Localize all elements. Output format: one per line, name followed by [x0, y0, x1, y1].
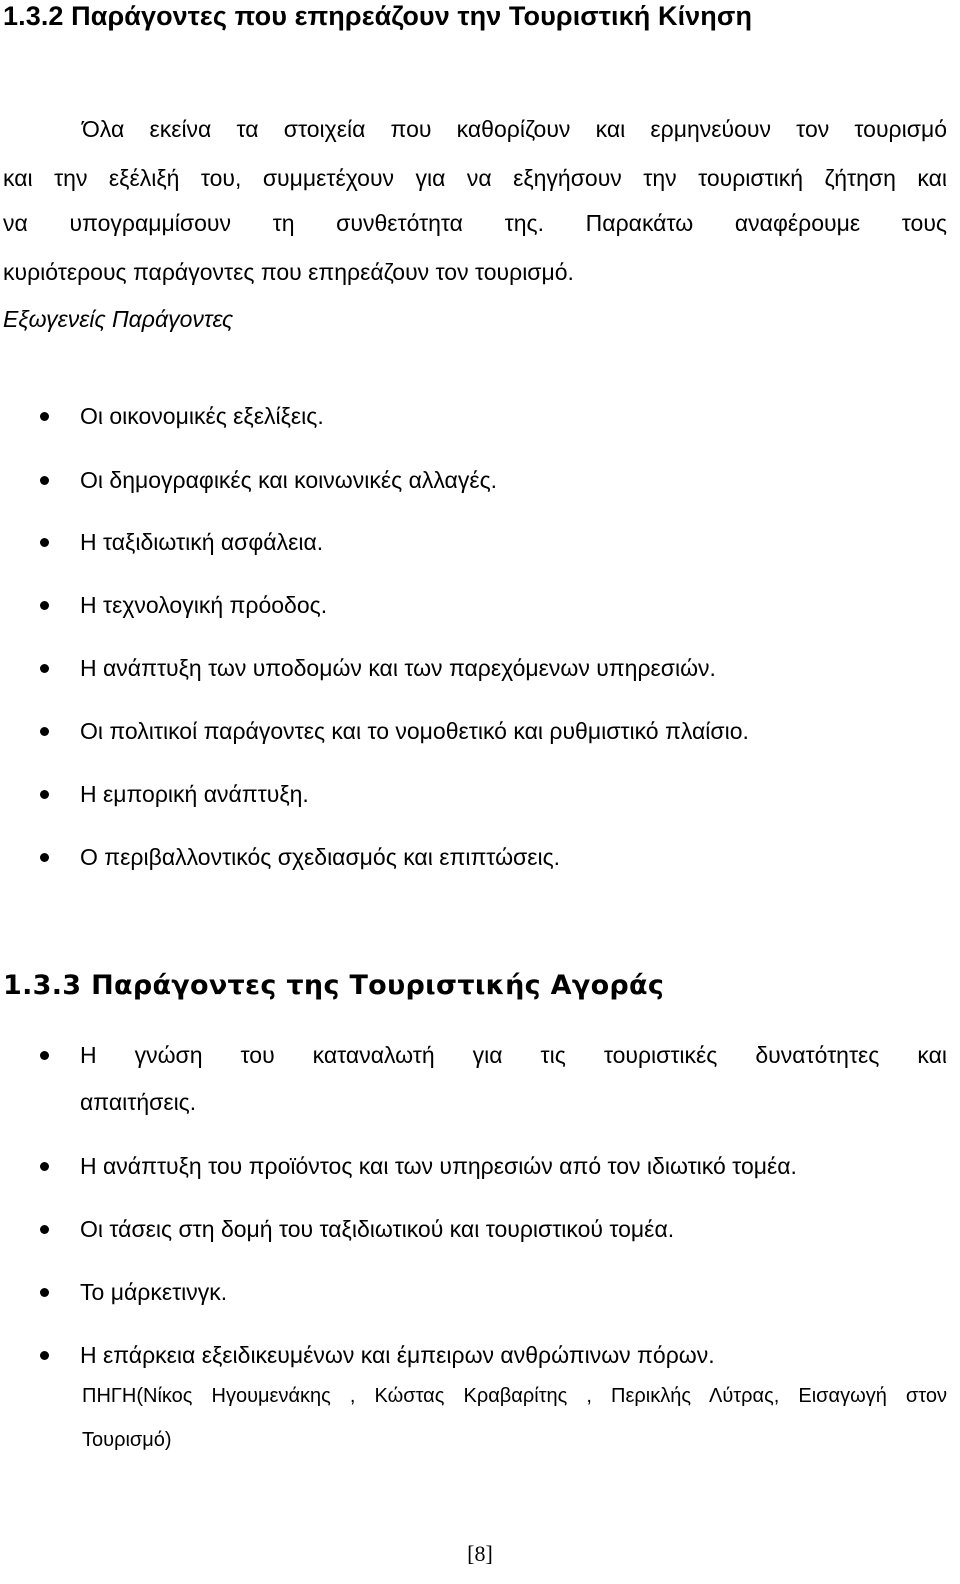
list-item: Το μάρκετινγκ.: [80, 1279, 228, 1305]
bullet-icon: [40, 1162, 49, 1171]
list-item: Η ανάπτυξη του προϊόντος και των υπηρεσιών από τον ιδιωτικό τομέα.: [80, 1153, 797, 1179]
bullet-icon: [40, 1225, 49, 1234]
page-number: [8]: [467, 1541, 493, 1566]
bullet-icon: [40, 538, 49, 547]
list-item: Η γνώση του καταναλωτή για τις τουριστικές δυνατότητες και: [80, 1042, 947, 1068]
list-item: Οι δημογραφικές και κοινωνικές αλλαγές.: [80, 467, 498, 493]
bullet-icon: [40, 664, 49, 673]
list-item: Η ταξιδιωτική ασφάλεια.: [80, 529, 324, 555]
list-item-continuation: απαιτήσεις.: [80, 1089, 197, 1115]
list-item: Οι τάσεις στη δομή του ταξιδιωτικού και τουριστικού τομέα.: [80, 1216, 675, 1242]
list-item: Ο περιβαλλοντικός σχεδιασμός και επιπτώσεις.: [80, 844, 561, 870]
intro-line-2: και την εξέλιξή του, συμμετέχουν για να εξηγήσουν την τουριστική ζήτηση και: [3, 165, 947, 191]
intro-line-3: να υπογραμμίσουν τη συνθετότητα της. Παρακάτω αναφέρουμε τους: [3, 210, 947, 236]
source-citation-line-2: Τουρισμό): [82, 1429, 172, 1451]
section-heading-1-3-2: 1.3.2 Παράγοντες που επηρεάζουν την Τουριστική Κίνηση: [3, 1, 753, 31]
list-item: Η εμπορική ανάπτυξη.: [80, 781, 309, 807]
bullet-icon: [40, 727, 49, 736]
bullet-icon: [40, 1288, 49, 1297]
list-item: Η τεχνολογική πρόοδος.: [80, 592, 328, 618]
bullet-icon: [40, 790, 49, 799]
list-item: Η επάρκεια εξειδικευμένων και έμπειρων ανθρώπινων πόρων.: [80, 1342, 715, 1368]
section-heading-1-3-3: 1.3.3 Παράγοντες της Τουριστικής Αγοράς: [3, 970, 665, 1001]
list-item: Οι οικονομικές εξελίξεις.: [80, 403, 324, 429]
list-item: Η ανάπτυξη των υποδομών και των παρεχόμενων υπηρεσιών.: [80, 655, 716, 681]
subheading-exogenous-factors: Εξωγενείς Παράγοντες: [3, 306, 234, 332]
bullet-icon: [40, 853, 49, 862]
bullet-icon: [40, 1051, 49, 1060]
bullet-icon: [40, 412, 49, 421]
intro-line-1: Όλα εκείνα τα στοιχεία που καθορίζουν και ερμηνεύουν τον τουρισμό: [82, 116, 947, 142]
bullet-icon: [40, 1351, 49, 1360]
bullet-icon: [40, 601, 49, 610]
list-item: Οι πολιτικοί παράγοντες και το νομοθετικό και ρυθμιστικό πλαίσιο.: [80, 718, 749, 744]
source-citation-line-1: ΠΗΓΗ(Νίκος Ηγουμενάκης , Κώστας Κραβαρίτης , Περικλής Λύτρας, Εισαγωγή στον: [82, 1385, 947, 1407]
intro-line-4: κυριότερους παράγοντες που επηρεάζουν τον τουρισμό.: [3, 259, 574, 285]
bullet-icon: [40, 476, 49, 485]
